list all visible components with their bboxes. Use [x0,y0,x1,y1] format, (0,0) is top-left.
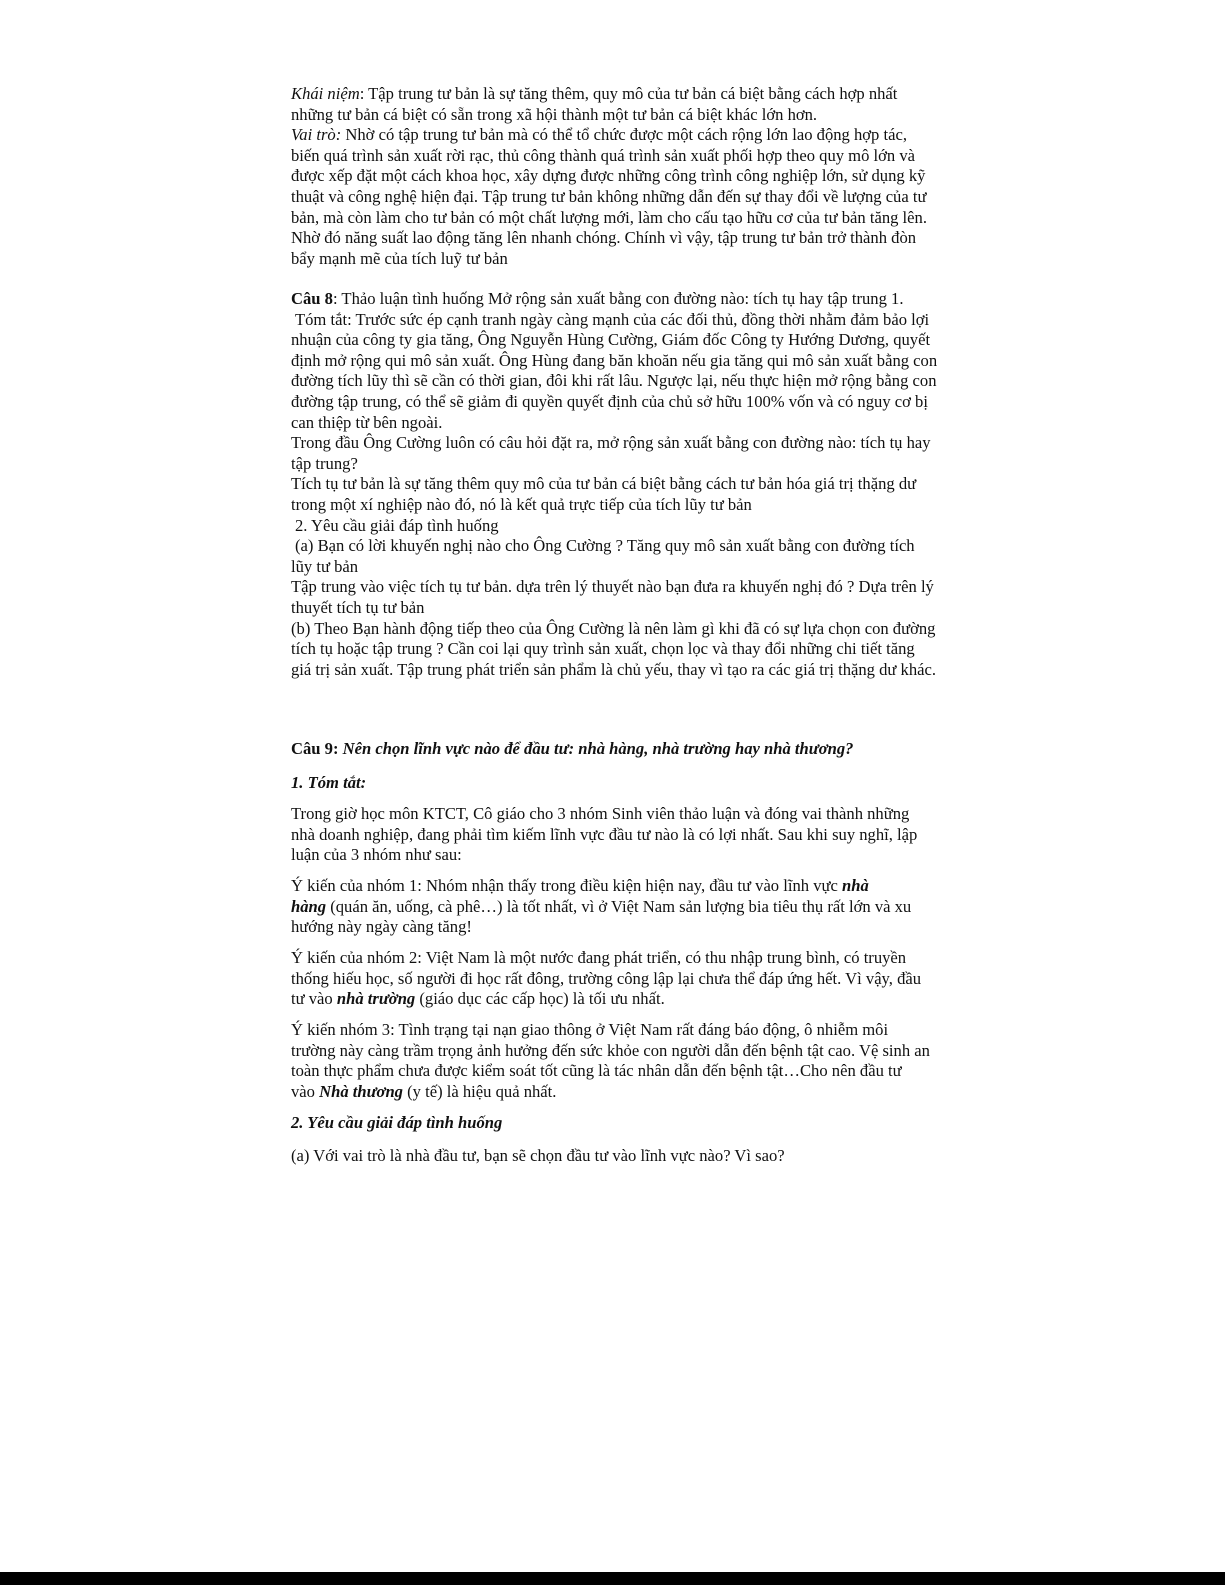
question-a: (a) Với vai trò là nhà đầu tư, bạn sẽ chọn đầu tư vào lĩnh vực nào? Vì sao? [291,1146,785,1165]
summary-heading: 1. Tóm tắt: [291,773,367,792]
concept-line: Khái niệm: Tập trung tư bản là sự tăng thêm, quy mô của tư bản cá biệt bằng cách hợp nhất [291,84,898,103]
question-8-heading: Câu 8: Thảo luận tình huống Mở rộng sản xuất bằng con đường nào: tích tụ hay tập trung 1. [291,289,904,308]
question-9-heading: Câu 9: Nên chọn lĩnh vực nào để đầu tư: nhà hàng, nhà trường hay nhà thương? [291,739,854,758]
question-9-section [291,739,991,760]
concentration-section: Khái niệm: Tập trung tư bản là sự tăng thêm, quy mô của tư bản cá biệt bằng cách hợp nhất những tư bản cá biệt có sẵn trong xã hội thành một tư bản cá biệt khác lớn hơn. Vai trò: Nhờ có tập trung tư bản mà có thể tổ chức được một cách rộng lớn lao động hợp tác, biến quá trình sản xuất rời rạc, thủ công thành quá trình sản xuất phối hợp theo quy mô lớn và được xếp đặt một cách khoa học, xây dựng được những công trình công nghiệp lớn, sử dụng kỹ thuật và công nghệ hiện đại. Tập trung tư bản không những dẫn đến sự thay đổi về lượng của tư bản, mà còn làm cho tư bản có một chất lượng mới, làm cho cấu tạo hữu cơ của tư bản tăng lên. Nhờ đó năng suất lao động tăng lên nhanh chóng. Chính vì vậy, tập trung tư bản trở thành đòn bẩy mạnh mẽ của tích luỹ tư bản [291,84,991,269]
role-line: Vai trò: Nhờ có tập trung tư bản mà có thể tổ chức được một cách rộng lớn lao động hợp tác, [291,125,907,145]
group-2-opinion: Ý kiến của nhóm 2: Việt Nam là một nước đang phát triển, có thu nhập trung bình, có truyền thống hiếu học, số người đi học rất đông, trường công lập lại chưa thể đáp ứng hết. Vì vậy, đầu tư vào nhà trường (giáo dục các cấp học) là tối ưu nhất. [291,948,922,1009]
group-3-opinion: Ý kiến nhóm 3: Tình trạng tại nạn giao thông ở Việt Nam rất đáng báo động, ô nhiễm môi trường này càng trầm trọng ảnh hưởng đến sức khỏe con người dẫn đến bệnh tật cao. Vệ sinh an toàn thực phẩm chưa được kiểm soát tốt cũng là tác nhân dẫn đến bệnh tật…Cho nên đầu tư vào Nhà thương (y tế) là hiệu quả nhất. [291,1020,930,1101]
page-bottom-bar [0,1572,1225,1585]
question-8-section: Câu 8: Thảo luận tình huống Mở rộng sản xuất bằng con đường nào: tích tụ hay tập trung 1. Tóm tắt: Trước sức ép cạnh tranh ngày càng mạnh của các đối thủ, đồng thời nhằm đảm bảo lợi nhuận của công ty gia tăng, Ông Nguyễn Hùng Cường, Giám đốc Công ty Hướng Dương, quyết định mở rộng qui mô sản xuất. Ông Hùng đang băn khoăn nếu gia tăng qui mô sản xuất bằng con đường tích lũy thì sẽ cần có thời gian, đôi khi rất lâu. Ngược lại, nếu thực hiện mở rộng bằng con đường tập trung, có thể sẽ giảm đi quyền quyết định của chủ sở hữu 100% vốn và có nguy cơ bị can thiệp từ bên ngoài. Trong đầu Ông Cường luôn có câu hỏi đặt ra, mở rộng sản xuất bằng con đường nào: tích tụ hay tập trung? Tích tụ tư bản là sự tăng thêm quy mô của tư bản cá biệt bằng cách tư bản hóa giá trị thặng dư trong một xí nghiệp nào đó, nó là kết quả trực tiếp của tích lũy tư bản 2. Yêu cầu giải đáp tình huống (a) Bạn có lời khuyến nghị nào cho Ông Cường ? Tăng quy mô sản xuất bằng con đường tích lũy tư bản Tập trung vào việc tích tụ tư bản. dựa trên lý thuyết nào bạn đưa ra khuyến nghị đó ? Dựa trên lý thuyết tích tụ tư bản (b) Theo Bạn hành động tiếp theo của Ông Cường là nên làm gì khi đã có sự lựa chọn con đường tích tụ hoặc tập trung ? Cần coi lại quy trình sản xuất, chọn lọc và thay đổi những chi tiết tăng giá trị sản xuất. Tập trung phát triển sản phẩm là chủ yếu, thay vì tạo ra các giá trị thặng dư khác. [291,289,991,680]
role-term: Vai trò: [291,125,342,145]
request-heading: 2. Yêu cầu giải đáp tình huống [295,515,499,535]
concept-term: Khái niệm [291,84,360,103]
request-heading-2: 2. Yêu cầu giải đáp tình huống [291,1113,503,1132]
group-1-opinion: Ý kiến của nhóm 1: Nhóm nhận thấy trong điều kiện hiện nay, đầu tư vào lĩnh vực nhà hàng (quán ăn, uống, cà phê…) là tốt nhất, vì ở Việt Nam sản lượng bia tiêu thụ rất lớn và xu hướng này ngày càng tăng! [291,876,912,937]
intro-paragraph: Trong giờ học môn KTCT, Cô giáo cho 3 nhóm Sinh viên thảo luận và đóng vai thành những nhà doanh nghiệp, đang phải tìm kiếm lĩnh vực đầu tư nào là có lợi nhất. Sau khi suy nghĩ, lập luận của 3 nhóm như sau: [291,804,918,865]
